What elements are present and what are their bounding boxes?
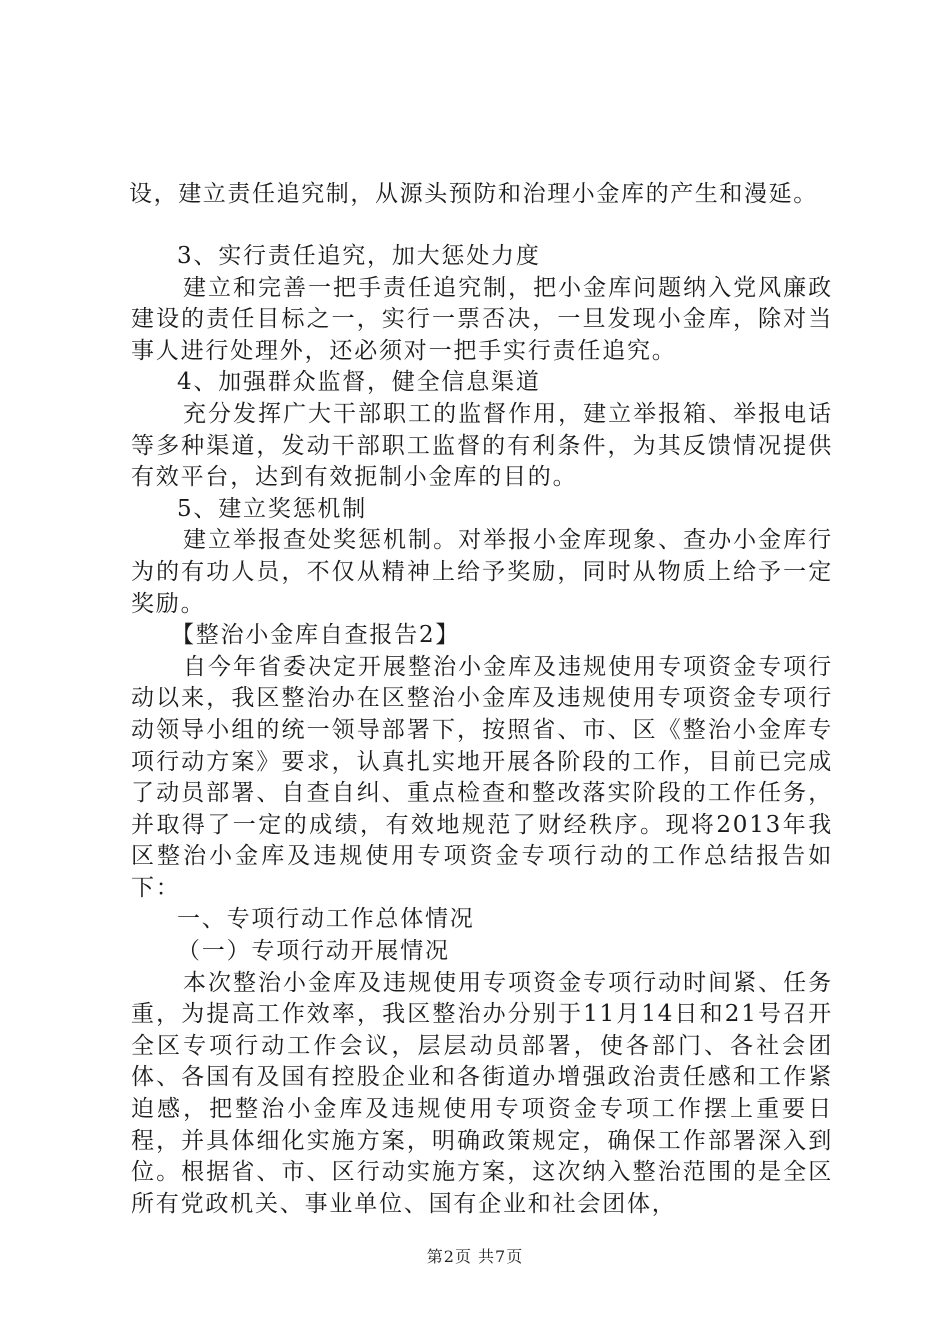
paragraph: 建立和完善一把手责任追究制，把小金库问题纳入党风廉政建设的责任目标之一，实行一票否决，一旦发现小金库，除对当事人进行处理外，还必须对一把手实行责任追究。 xyxy=(131,274,833,364)
subsection-heading: （一）专项行动开展情况 xyxy=(177,938,450,965)
section-heading: 4、加强群众监督，健全信息渠道 xyxy=(177,369,541,396)
continuation-line: 设，建立责任追究制，从源头预防和治理小金库的产生和漫延。 xyxy=(129,181,818,207)
document-body xyxy=(131,241,833,1220)
section-heading: 3、实行责任追究，加大惩处力度 xyxy=(177,243,541,269)
paragraph: 本次整治小金库及违规使用专项资金专项行动时间紧、任务重，为提高工作效率，我区整治办分别于11月14日和21号召开全区专项行动工作会议，层层动员部署，使各部门、各社会团体、各国有及国有控股企业和各街道办增强政治责任感和工作紧迫感，把整治小金库及违规使用专项资金专项工作摆上重要日程，并具体细化实施方案，明确政策规定，确保工作部署深入到位。根据省、市、区行动实施方案，这次纳入整治范围的是全区所有党政机关、事业单位、国有企业和社会团体， xyxy=(131,969,833,1217)
paragraph: 充分发挥广大干部职工的监督作用，建立举报箱、举报电话等多种渠道，发动干部职工监督的有利条件，为其反馈情况提供有效平台，达到有效扼制小金库的目的。 xyxy=(131,400,833,491)
page-number: 第2页 共7页 xyxy=(426,1247,524,1266)
section-heading: 5、建立奖惩机制 xyxy=(177,495,368,522)
report-title: 【整治小金库自查报告2】 xyxy=(171,622,461,649)
paragraph: 自今年省委决定开展整治小金库及违规使用专项资金专项行动以来，我区整治办在区整治小金库及违规使用专项资金专项行动领导小组的统一领导部署下，按照省、市、区《整治小金库专项行动方案》要求，认真扎实地开展各阶段的工作，目前已完成了动员部署、自查自纠、重点检查和整改落实阶段的工作任务，并取得了一定的成绩，有效地规范了财经秩序。现将2013年我区整治小金库及违规使用专项资金专项行动的工作总结报告如下： xyxy=(131,653,833,901)
paragraph: 建立举报查处奖惩机制。对举报小金库现象、查办小金库行为的有功人员，不仅从精神上给予奖励，同时从物质上给予一定奖励。 xyxy=(131,527,833,617)
section-heading: 一、专项行动工作总体情况 xyxy=(177,906,475,933)
